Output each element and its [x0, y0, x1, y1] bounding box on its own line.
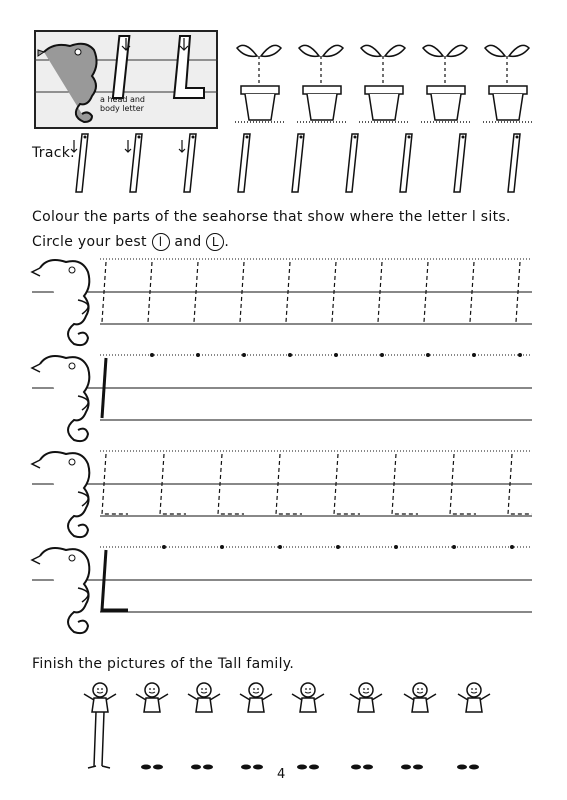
circled-letter-L: L — [206, 233, 224, 251]
seahorse-icon — [32, 452, 89, 537]
track-slot[interactable] — [125, 134, 142, 192]
circle-text-after: . — [224, 234, 230, 250]
practice-row[interactable] — [32, 545, 532, 633]
tall-family-figure-icon — [404, 683, 436, 712]
handwriting-practice-area[interactable] — [0, 250, 567, 660]
circled-letter-l: l — [152, 233, 170, 251]
letter-l-shape — [113, 36, 130, 98]
colour-instruction: Colour the parts of the seahorse that show where the letter l sits. — [32, 209, 511, 225]
seahorse-icon — [38, 44, 97, 122]
practice-row[interactable] — [32, 259, 532, 345]
track-slot[interactable] — [292, 134, 304, 192]
track-slot[interactable] — [454, 134, 466, 192]
circle-and: and — [174, 234, 202, 250]
plant-pot-icon — [235, 45, 285, 122]
letter-header-box — [34, 30, 218, 129]
track-slot[interactable] — [179, 134, 196, 192]
caption-line-1: a head and — [100, 95, 146, 104]
letter-L-shape — [174, 36, 204, 98]
tall-family-figure-icon — [240, 683, 272, 712]
caption-line-2: body letter — [100, 104, 144, 113]
tall-family-figure-icon — [84, 683, 116, 768]
seahorse-icon — [32, 548, 89, 633]
tall-family-figure-icon — [292, 683, 324, 712]
tracing-tracks[interactable] — [70, 132, 540, 198]
seahorse-icon — [32, 356, 89, 441]
tall-family-figure-icon — [136, 683, 168, 712]
tall-family-figure-icon — [458, 683, 490, 712]
finish-instruction: Finish the pictures of the Tall family. — [32, 656, 295, 672]
header-caption — [100, 95, 170, 113]
tall-family-figure-icon — [188, 683, 220, 712]
track-slot[interactable] — [71, 134, 88, 192]
feet-markers — [141, 765, 479, 770]
practice-row[interactable] — [32, 353, 532, 441]
track-slot[interactable] — [400, 134, 412, 192]
header-lines — [34, 30, 218, 129]
circle-text-before: Circle your best — [32, 234, 147, 250]
track-slot[interactable] — [238, 134, 250, 192]
circle-instruction — [32, 233, 229, 251]
track-slot[interactable] — [346, 134, 358, 192]
track-slot[interactable] — [508, 134, 520, 192]
practice-row[interactable] — [32, 451, 532, 537]
tall-family-area[interactable] — [80, 680, 510, 780]
seahorse-icon — [32, 260, 89, 345]
plant-pots — [235, 36, 535, 136]
tall-family-figure-icon — [350, 683, 382, 712]
page-number: 4 — [277, 767, 286, 782]
track-label: Track. — [32, 145, 75, 161]
